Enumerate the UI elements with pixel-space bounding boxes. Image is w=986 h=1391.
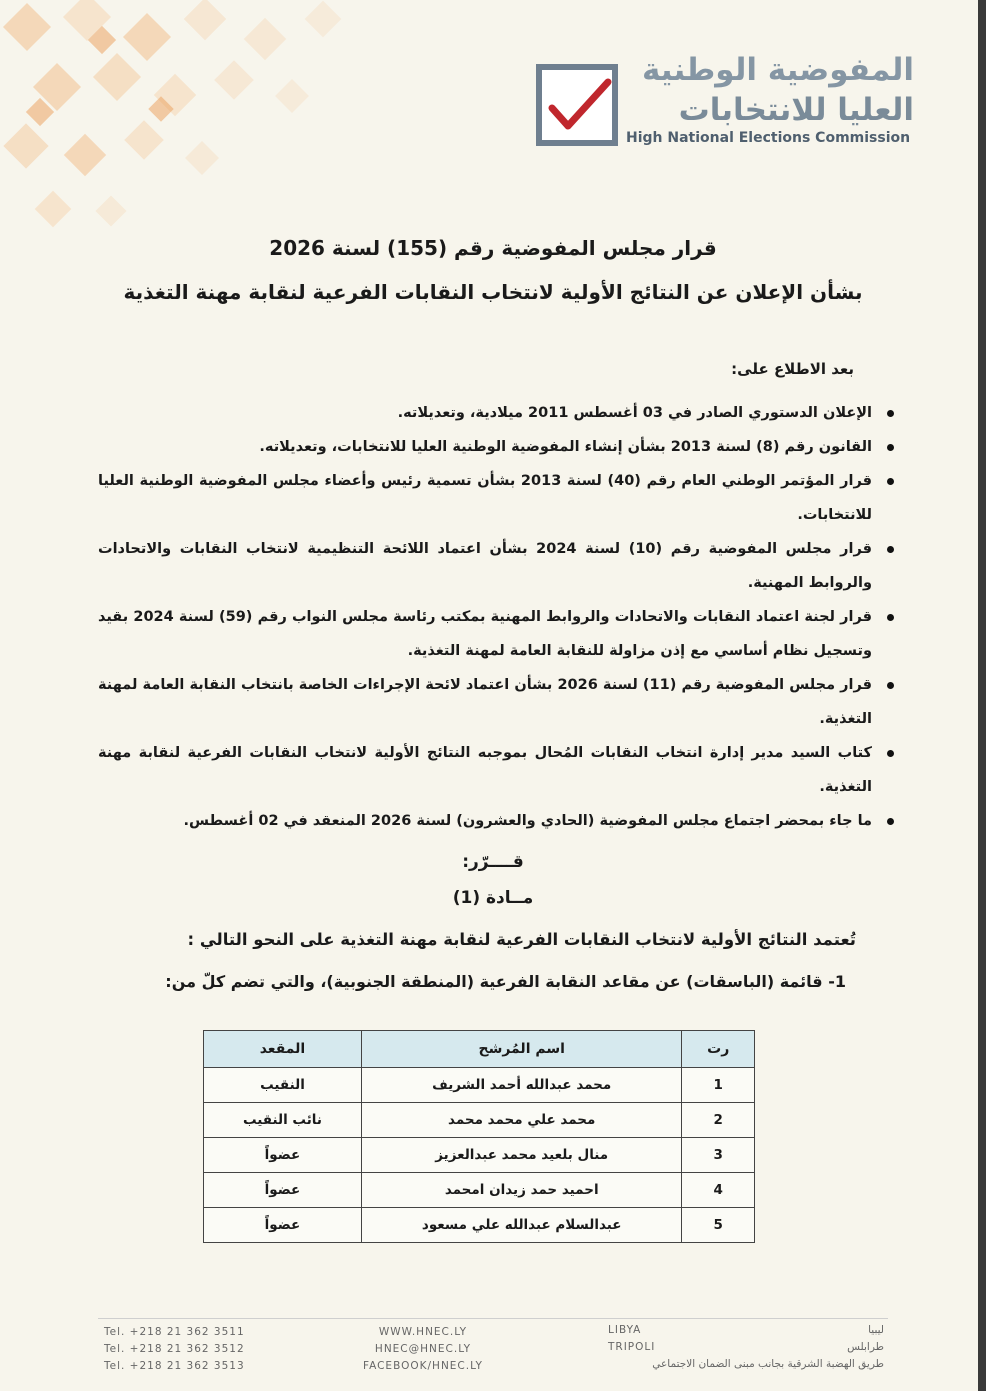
table-row [204, 1103, 755, 1138]
list-item-intro: 1- قائمة (الباسقات) عن مقاعد النقابة الفرعية (المنطقة الجنوبية)، والتي تضم كلّ من: [165, 972, 846, 991]
results-table [203, 1030, 755, 1243]
page-edge-shadow [978, 0, 986, 1391]
cell-seat: عضواً [204, 1138, 362, 1173]
footer-phone: Tel. +218 21 362 3511 [104, 1326, 245, 1338]
decision-subject: بشأن الإعلان عن النتائج الأولية لانتخاب النقابات الفرعية لنقابة مهنة التغذية [123, 280, 863, 304]
cell-seat: النقيب [204, 1068, 362, 1103]
cell-name: منال بلعيد محمد عبدالعزيز [361, 1138, 682, 1173]
preamble-item: ما جاء بمحضر اجتماع مجلس المفوضية (الحادي والعشرون) لسنة 2026 المنعقد في 02 أغسطس. [98, 804, 896, 838]
footer-city: TRIPOLI [608, 1341, 656, 1353]
header-seat: المقعد [204, 1031, 362, 1068]
header-number: رت [682, 1031, 755, 1068]
footer-phones [104, 1324, 245, 1375]
logo-checkbox [536, 64, 618, 146]
footer-address-ar [652, 1322, 884, 1373]
footer-city-ar: طرابلس [847, 1341, 884, 1353]
adoption-text: تُعتمد النتائج الأولية لانتخاب النقابات الفرعية لنقابة مهنة التغذية على النحو التالي : [187, 930, 856, 949]
logo-arabic-line2: العليا للانتخابات [678, 92, 914, 128]
article-heading: مــادة (1) [452, 888, 534, 908]
logo-arabic-line1: المفوضية الوطنية [641, 52, 914, 88]
table-row [204, 1138, 755, 1173]
preamble-item: قرار مجلس المفوضية رقم (11) لسنة 2026 بشأن اعتماد لائحة الإجراءات الخاصة بانتخاب النقابة العامة لمهنة التغذية. [98, 668, 896, 736]
logo-english: High National Elections Commission [626, 130, 911, 146]
decision-heading: قــــرّر: [462, 852, 524, 872]
cell-number: 1 [682, 1068, 755, 1103]
header-candidate-name: اسم المُرشح [361, 1031, 682, 1068]
cell-number: 3 [682, 1138, 755, 1173]
table-row [204, 1208, 755, 1243]
cell-name: عبدالسلام عبدالله علي مسعود [361, 1208, 682, 1243]
preamble-item: كتاب السيد مدير إدارة انتخاب النقابات المُحال بموجبه النتائج الأولية لانتخاب النقابات الفرعية لنقابة مهنة التغذية. [98, 736, 896, 804]
cell-seat: نائب النقيب [204, 1103, 362, 1138]
preamble-item: قرار المؤتمر الوطني العام رقم (40) لسنة 2013 بشأن تسمية رئيس وأعضاء مجلس المفوضية الوطنية العليا للانتخابات. [98, 464, 896, 532]
cell-number: 2 [682, 1103, 755, 1138]
footer-country: LIBYA [608, 1324, 642, 1336]
cell-number: 5 [682, 1208, 755, 1243]
table-row [204, 1173, 755, 1208]
check-mark-icon [546, 76, 612, 136]
footer-email-link[interactable]: HNEC@HNEC.LY [374, 1343, 472, 1355]
table-header-row [204, 1031, 755, 1068]
preamble-intro: بعد الاطلاع على: [731, 360, 854, 378]
cell-name: محمد علي محمد محمد [361, 1103, 682, 1138]
preamble-item: الإعلان الدستوري الصادر في 03 أغسطس 2011 ميلادية، وتعديلاته. [98, 396, 896, 430]
cell-seat: عضواً [204, 1208, 362, 1243]
cell-number: 4 [682, 1173, 755, 1208]
preamble-list [98, 396, 896, 838]
decision-title: قرار مجلس المفوضية رقم (155) لسنة 2026 [269, 236, 717, 260]
table-row [204, 1068, 755, 1103]
cell-name: احميد حمد زيدان امحمد [361, 1173, 682, 1208]
preamble-item: قرار مجلس المفوضية رقم (10) لسنة 2024 بشأن اعتماد اللائحة التنظيمية لانتخاب النقابات والاتحادات والروابط المهنية. [98, 532, 896, 600]
preamble-item: قرار لجنة اعتماد النقابات والاتحادات والروابط المهنية بمكتب رئاسة مجلس النواب رقم (59) لسنة 2024 بقيد وتسجيل نظام أساسي مع إذن مزاولة للنقابة العامة لمهنة التغذية. [98, 600, 896, 668]
preamble-item: القانون رقم (8) لسنة 2013 بشأن إنشاء المفوضية الوطنية العليا للانتخابات، وتعديلاته. [98, 430, 896, 464]
footer-web [353, 1324, 493, 1375]
footer-phone: Tel. +218 21 362 3513 [104, 1360, 245, 1372]
cell-name: محمد عبدالله أحمد الشريف [361, 1068, 682, 1103]
footer-website-link[interactable]: WWW.HNEC.LY [378, 1326, 468, 1338]
decorative-tile-pattern [0, 0, 470, 240]
footer-country-ar: ليبيا [868, 1324, 884, 1336]
footer-phone: Tel. +218 21 362 3512 [104, 1343, 245, 1355]
cell-seat: عضواً [204, 1173, 362, 1208]
hnec-logo [536, 52, 926, 154]
footer-city-en [608, 1322, 655, 1356]
footer-facebook-link[interactable]: FACEBOOK/HNEC.LY [363, 1360, 483, 1372]
footer-street-ar: طريق الهضبة الشرقية بجانب مبنى الضمان الاجتماعي [652, 1358, 884, 1370]
footer-divider [98, 1318, 888, 1319]
